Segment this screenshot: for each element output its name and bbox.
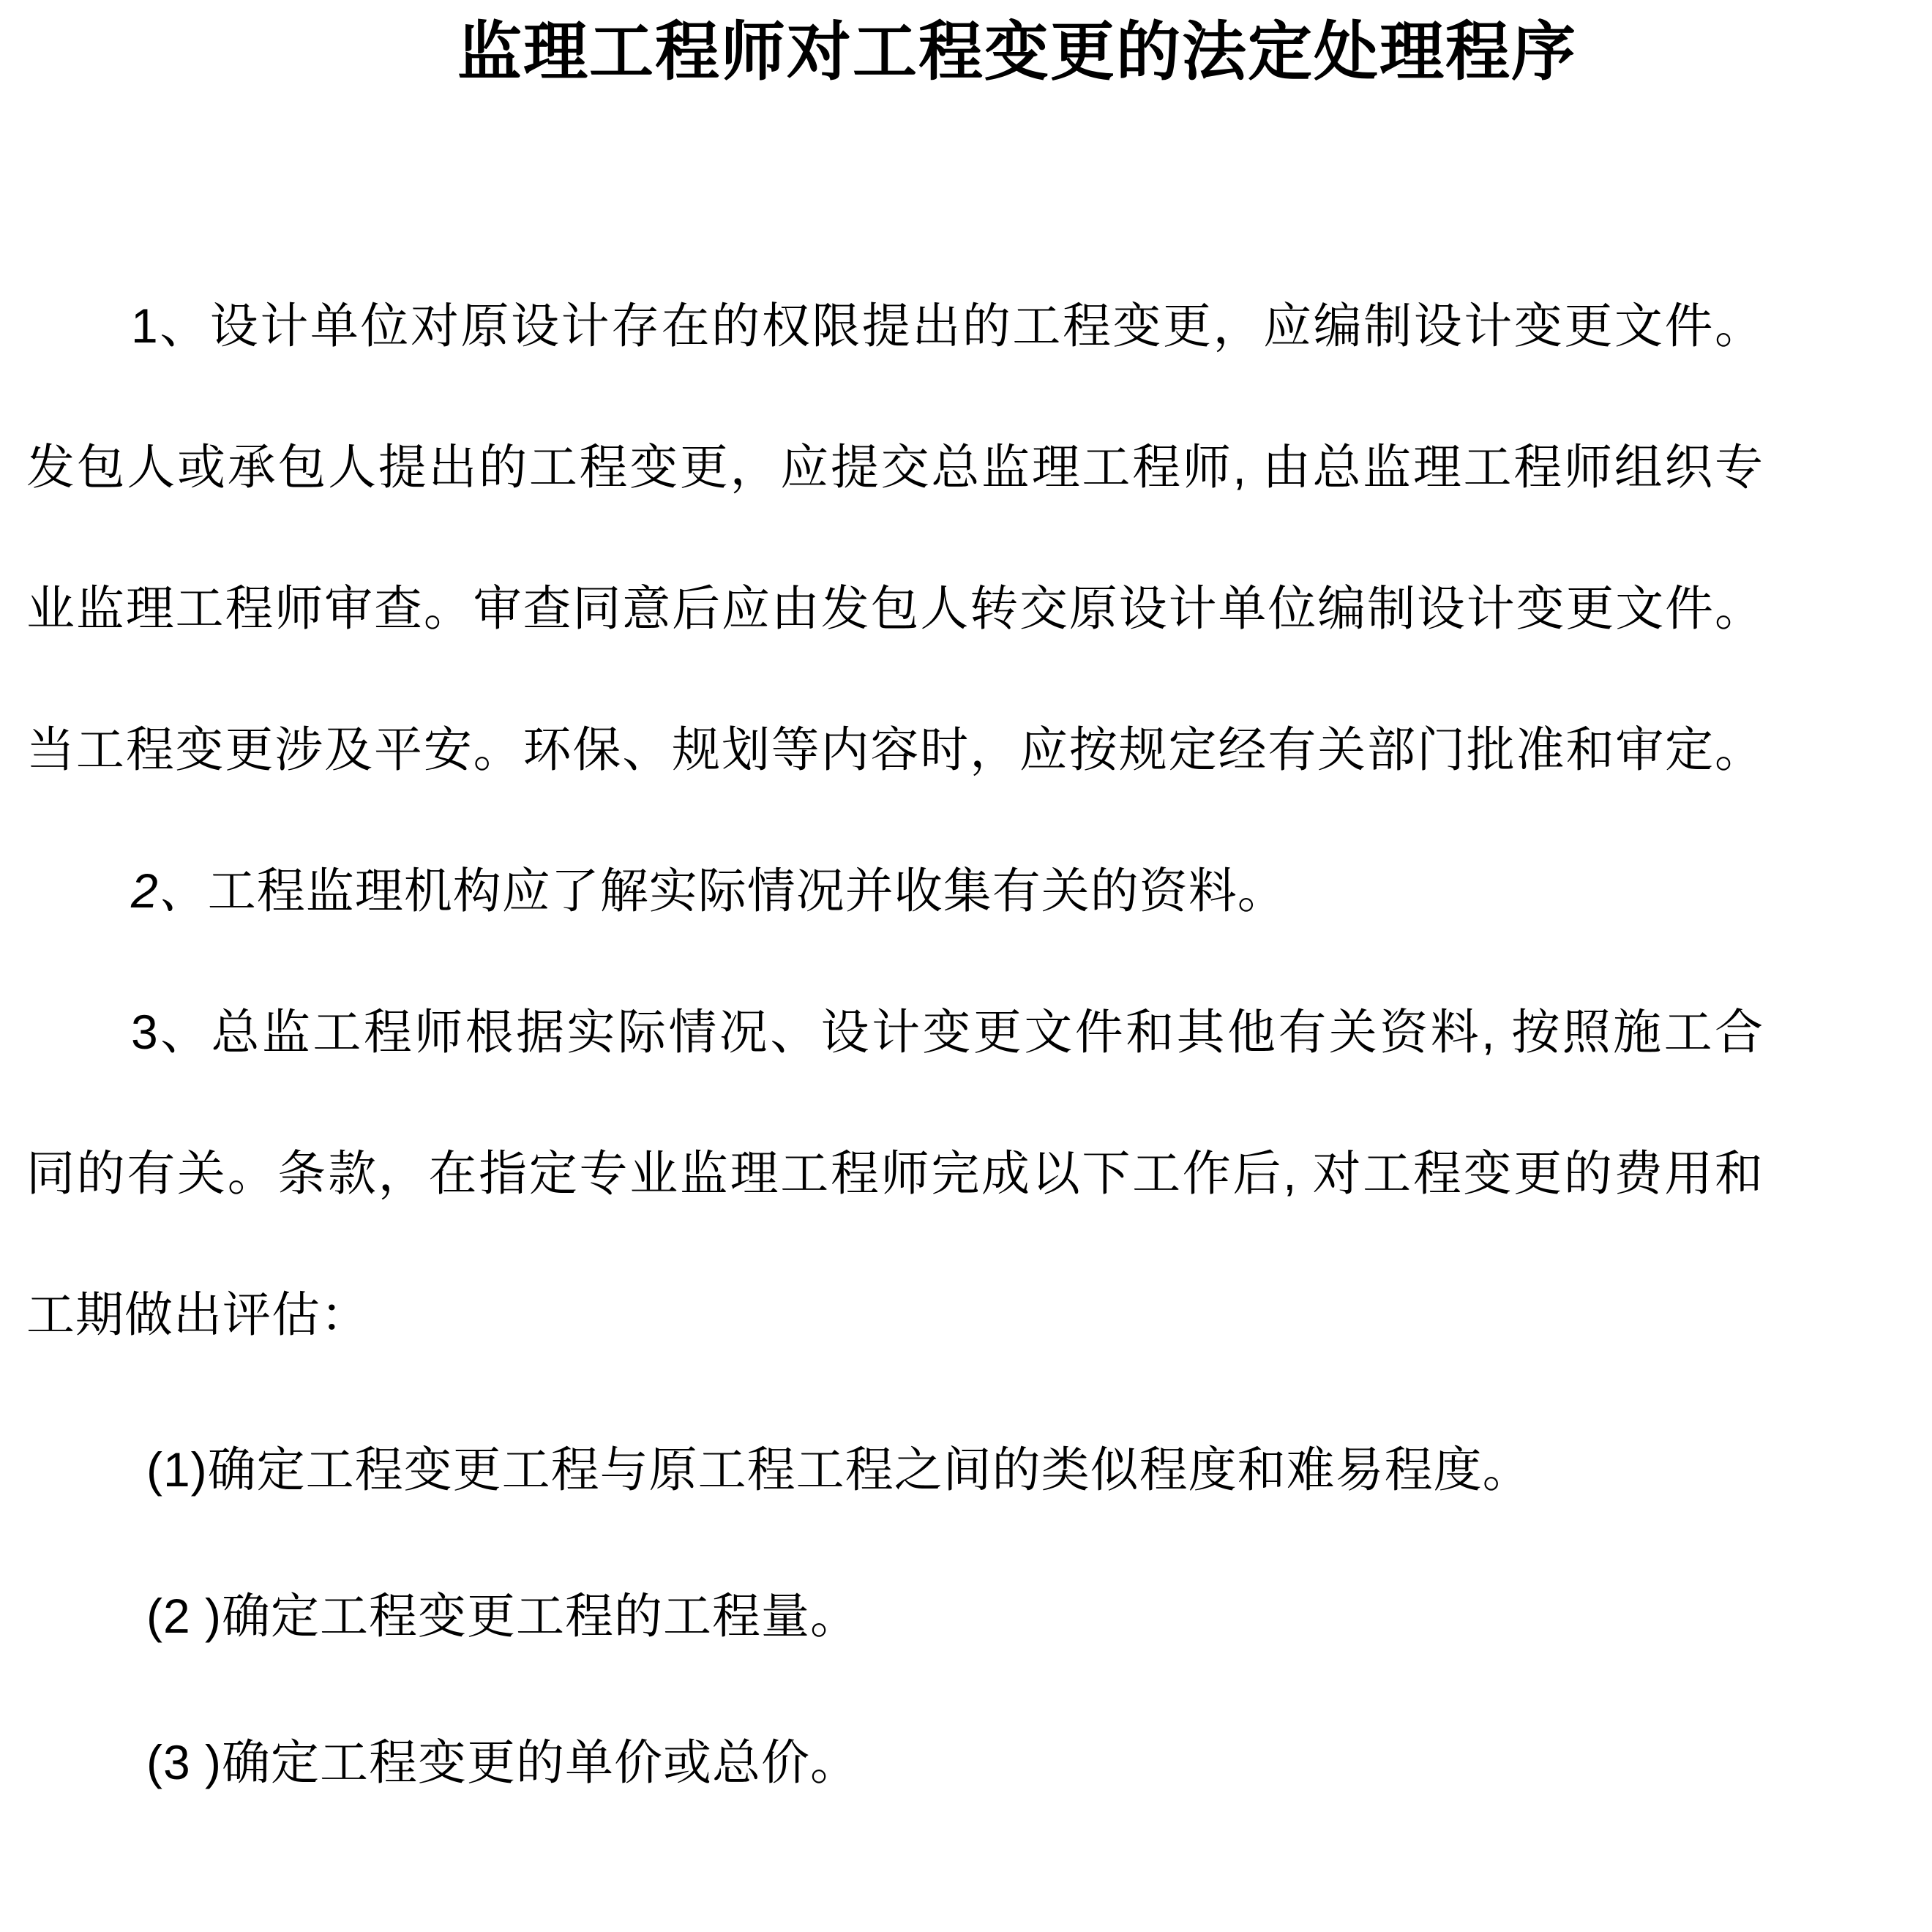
- list-item-3: (3 )确定工程变更的单价或总价。: [146, 1734, 859, 1789]
- list-item-2: (2 )确定工程变更工程的工程量。: [146, 1588, 859, 1643]
- paragraph-2-line: [26, 820, 1764, 962]
- list-item-1: (1)确定工程变更工程与原工程工程之间的类似程度和难易程度。: [146, 1442, 1532, 1497]
- evaluation-items-list: [26, 1396, 1764, 1835]
- paragraph-1-line-3: 业监理工程师审查。审查同意后应由发包人转交原设计单位编制设计变更文件。: [26, 580, 1764, 635]
- paragraph-1-line-1: 1、设计单位对原设计存在的权限提出的工程变更，应编制设计变更文件。: [131, 298, 1764, 353]
- paragraph-3-line-2: 同的有关。条款，在指定专业监理工程师完成以下工作后, 对工程变更的费用和: [26, 1145, 1764, 1200]
- paragraph-1-line-4: 当工程变更涉及平安。环保、规划等内容时，应按规定经有关部门批准和审定。: [26, 722, 1764, 776]
- paragraph-2-text: 工程监理机构应了解实际情况并收集有关的资料。: [207, 863, 1287, 918]
- paragraph-3-line-1: 3、总监工程师根据实际情况、设计变更文件和其他有关资料, 按照施工合: [131, 1004, 1764, 1059]
- paragraph-2-number: 2、: [131, 863, 208, 918]
- paragraph-1-line-2: 发包人或承包人提出的工程变更，应提交总监理工程师, 由总监理工程师组织专: [26, 439, 1764, 494]
- paragraph-3-line-3: 工期做出评估：: [26, 1287, 370, 1341]
- document-title: 监理工程师对工程变更的法定处理程序: [457, 15, 1577, 88]
- document-body: [0, 255, 1932, 1835]
